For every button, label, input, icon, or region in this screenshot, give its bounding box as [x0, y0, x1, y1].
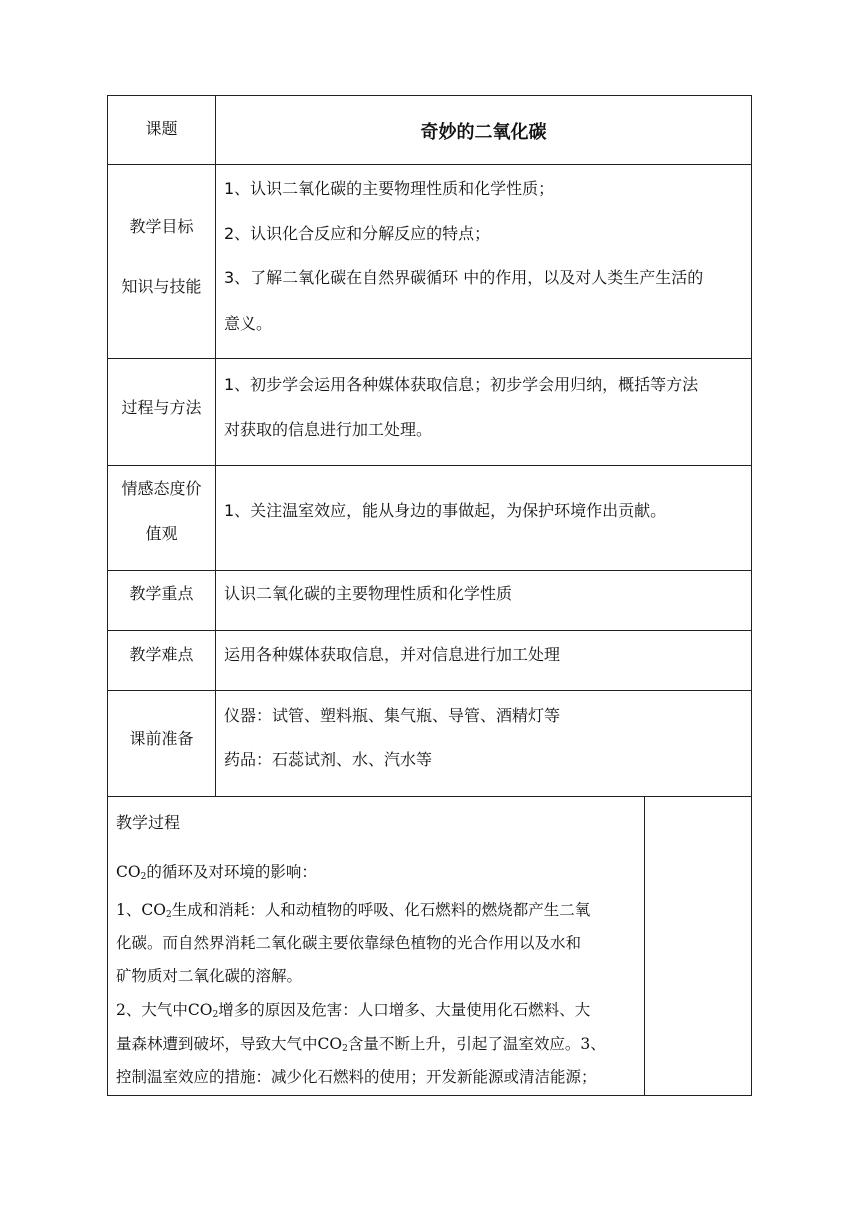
objective-item: 意义。: [224, 314, 273, 333]
process-text: 增多的原因及危害：人口增多、大量使用化石燃料、大: [218, 1001, 591, 1019]
topic-title: 奇妙的二氧化碳: [420, 122, 547, 143]
co2-text: CO: [141, 901, 166, 919]
co2-text: CO: [317, 1035, 343, 1053]
key-point-text: 认识二氧化碳的主要物理性质和化学性质: [224, 584, 513, 603]
emotion-text: 1、关注温室效应，能从身边的事做起，为保护环境作出贡献。: [224, 501, 667, 520]
label-column-divider: [215, 95, 216, 797]
process-line: [116, 900, 590, 925]
emotion-label-line2: 值观: [145, 524, 178, 543]
process-method-line: 1、初步学会运用各种媒体获取信息；初步学会用归纳，概括等方法: [224, 375, 699, 394]
process-text: 量森林遭到破坏，导致大气中: [116, 1035, 318, 1053]
row-divider: [107, 630, 752, 631]
info-table: [107, 95, 752, 797]
process-text: 生成和消耗：人和动植物的呼吸、化石燃料的燃烧都产生二氧: [171, 901, 591, 919]
process-line: 控制温室效应的措施：减少化石燃料的使用；开发新能源或清洁能源；: [116, 1068, 597, 1086]
process-method-line: 对获取的信息进行加工处理。: [224, 420, 433, 439]
preparation-reagents: 药品：石蕊试剂、水、汽水等: [224, 750, 433, 769]
objective-item: 3、了解二氧化碳在自然界碳循环 中的作用，以及对人类生产生活的: [224, 268, 704, 287]
process-text: 2、大气中: [116, 1001, 188, 1019]
process-line: [116, 1000, 590, 1025]
co2-subscript: 2: [140, 872, 147, 882]
process-method-label: 过程与方法: [121, 398, 202, 417]
process-column-divider: [644, 796, 645, 1096]
row-divider: [107, 164, 752, 165]
row-divider: [107, 570, 752, 571]
co2-text: CO: [187, 1001, 213, 1019]
objectives-label-line1: 教学目标: [129, 217, 194, 236]
process-text: 含量不断上升，引起了温室效应。3、: [347, 1035, 606, 1053]
teaching-process-heading: 教学过程: [116, 813, 181, 832]
preparation-label: 课前准备: [129, 729, 194, 748]
topic-label: 课题: [145, 119, 178, 138]
key-point-label: 教学重点: [129, 584, 194, 603]
process-text: 1、: [116, 901, 142, 919]
process-line: [116, 862, 317, 887]
co2-subscript: 2: [342, 1044, 348, 1054]
emotion-label-line1: 情感态度价: [121, 479, 202, 498]
difficulty-text: 运用各种媒体获取信息，并对信息进行加工处理: [224, 645, 561, 664]
process-line: [116, 1034, 606, 1059]
difficulty-label: 教学难点: [129, 645, 194, 664]
row-divider: [107, 465, 752, 466]
process-line: 矿物质对二氧化碳的溶解。: [116, 967, 303, 985]
row-divider: [107, 358, 752, 359]
preparation-instruments: 仪器：试管、塑料瓶、集气瓶、导管、酒精灯等: [224, 706, 561, 725]
process-text: 的循环及对环境的影响：: [146, 863, 317, 881]
process-line: 化碳。而自然界消耗二氧化碳主要依靠绿色植物的光合作用以及水和: [116, 934, 582, 952]
objective-item: 2、认识化合反应和分解反应的特点；: [224, 224, 491, 243]
co2-subscript: 2: [212, 1010, 219, 1020]
co2-subscript: 2: [165, 910, 172, 920]
objective-item: 1、认识二氧化碳的主要物理性质和化学性质；: [224, 179, 555, 198]
co2-text: CO: [116, 863, 141, 881]
objectives-label-line2: 知识与技能: [121, 277, 202, 296]
row-divider: [107, 690, 752, 691]
